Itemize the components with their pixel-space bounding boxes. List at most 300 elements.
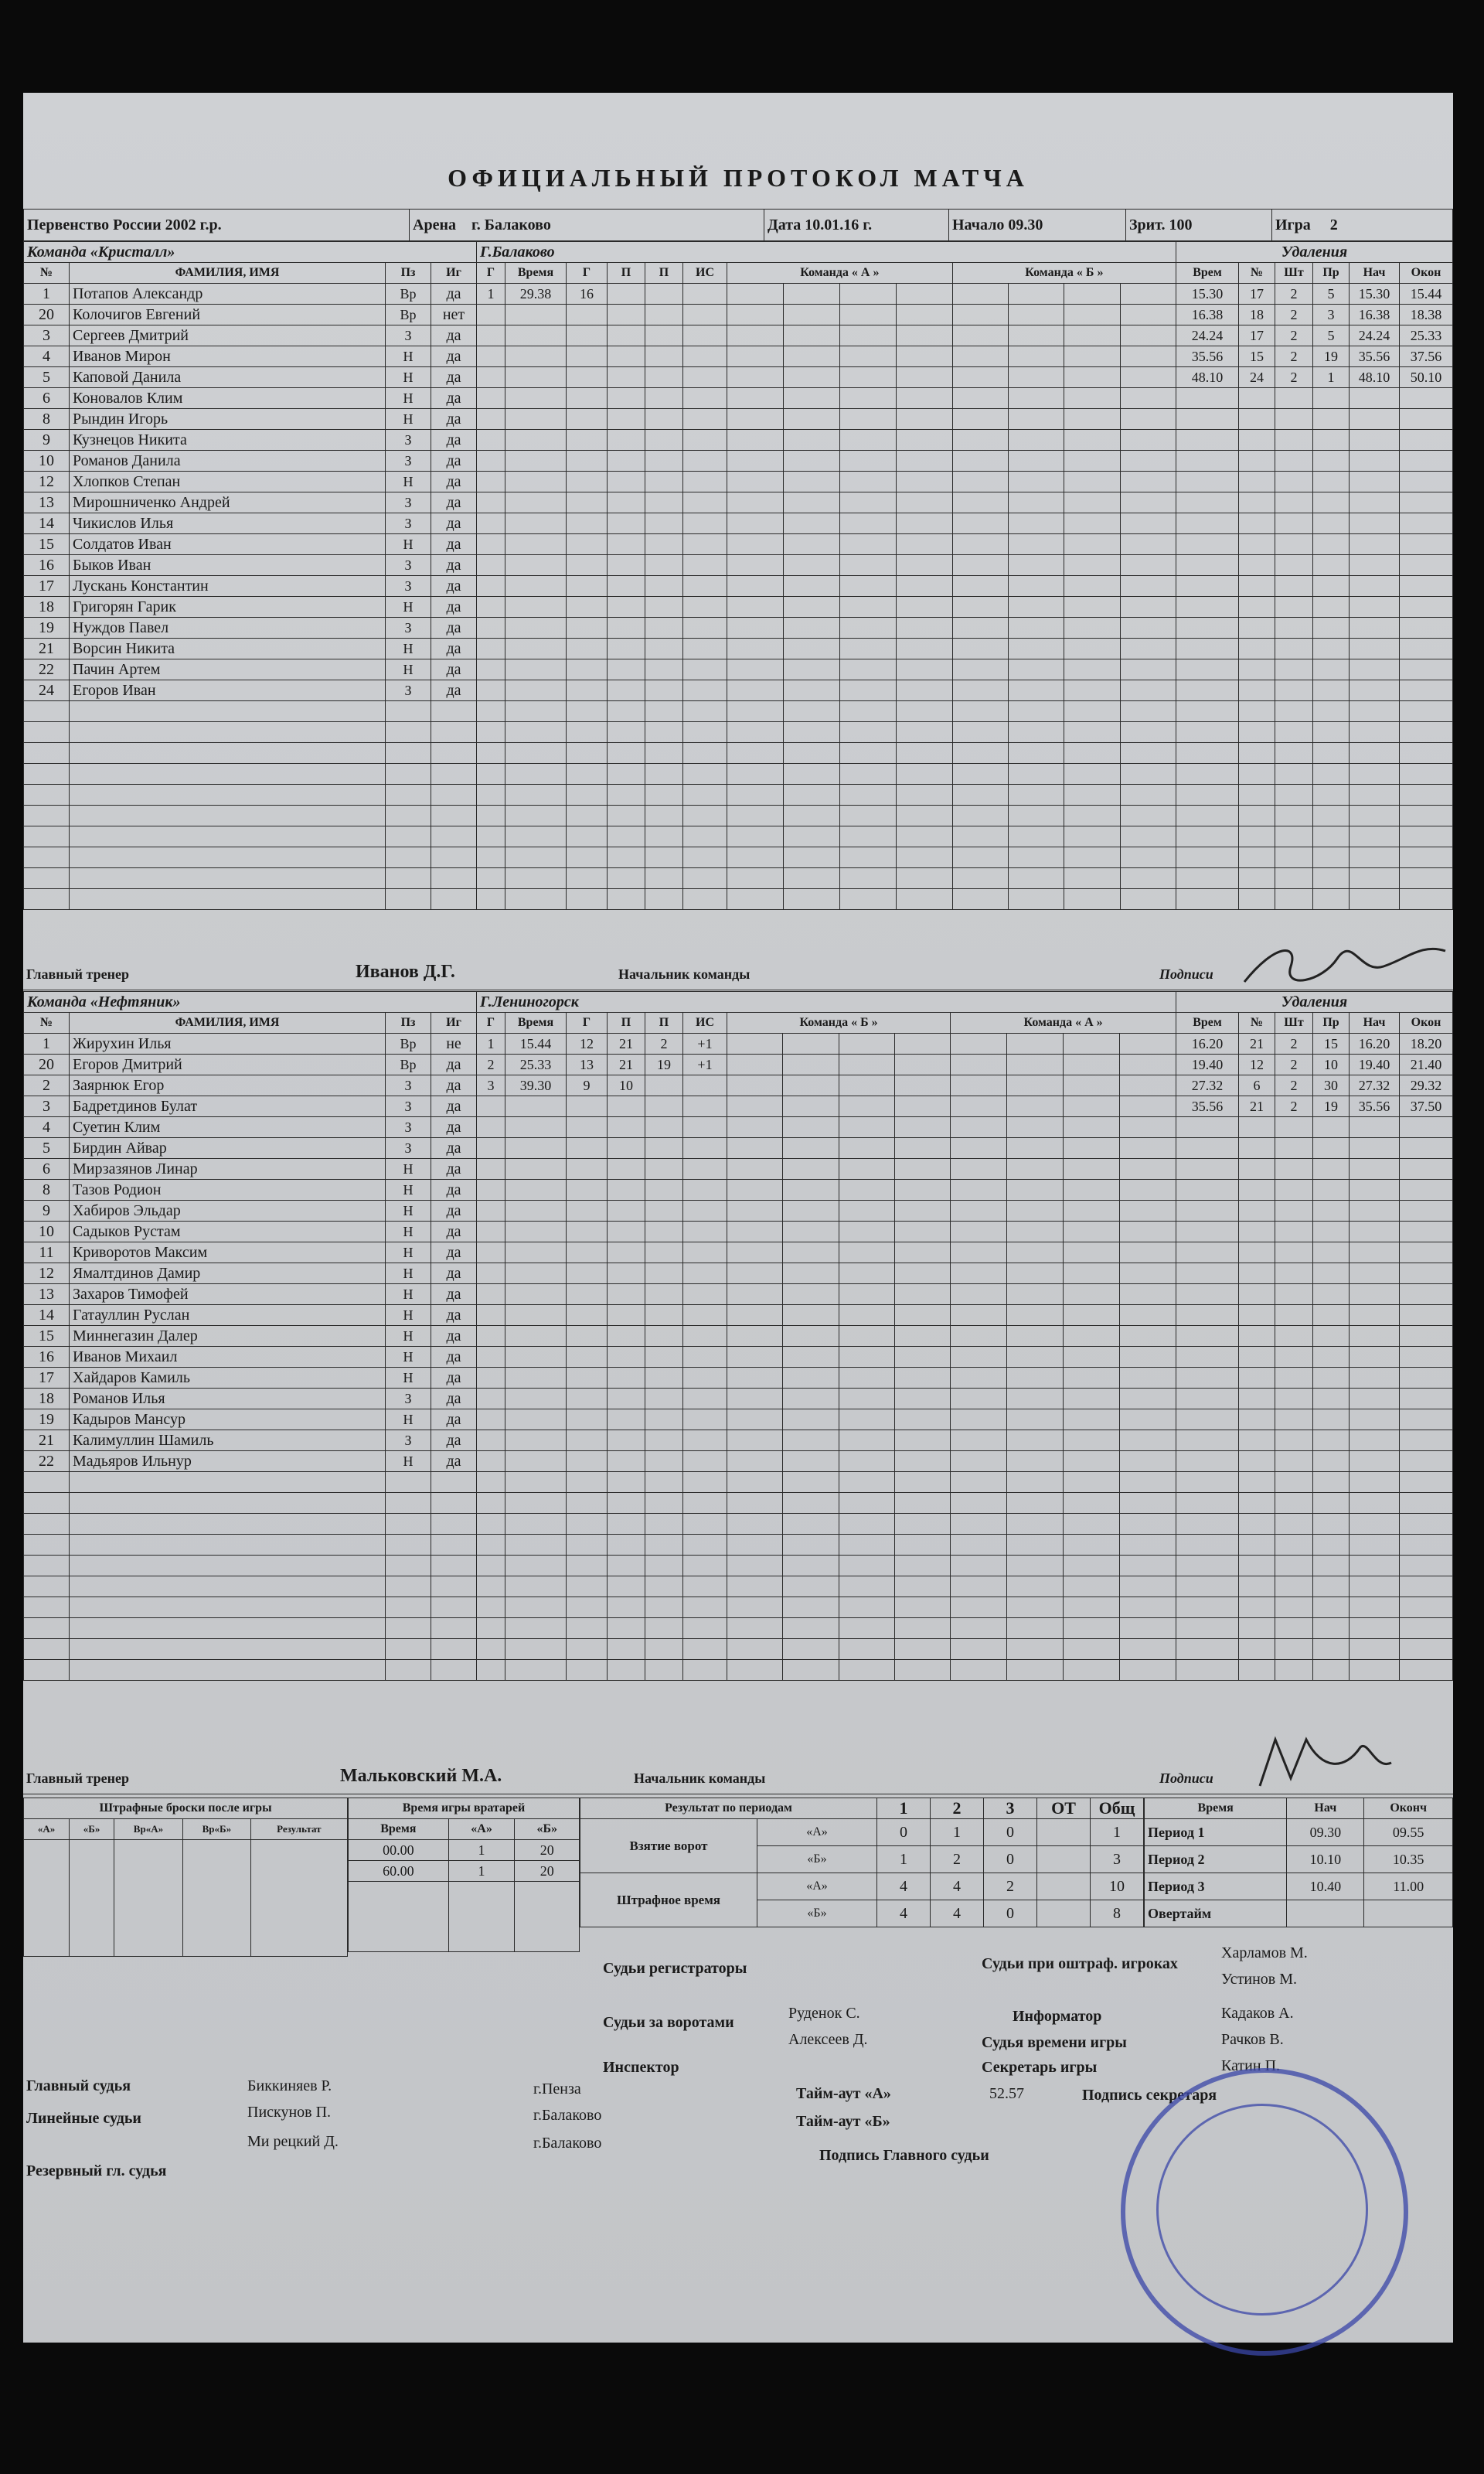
player-name: Каповой Данила (70, 367, 386, 388)
goal-cell (645, 722, 683, 743)
lineup-cell (783, 1409, 839, 1430)
goal-cell (683, 1597, 727, 1618)
penalty-cell: 18.38 (1400, 305, 1453, 325)
goal-cell (505, 430, 567, 451)
goal-cell (683, 618, 727, 639)
penalty-cell (1176, 659, 1239, 680)
player-row (24, 1368, 1453, 1389)
player-position (386, 722, 431, 743)
player-number (24, 701, 70, 722)
player-played: да (431, 1138, 477, 1159)
penalty-cell (1176, 1138, 1239, 1159)
penalty-cell (1176, 1368, 1239, 1389)
lineup-cell (952, 868, 1008, 889)
player-name: Лускань Константин (70, 576, 386, 597)
player-number: 13 (24, 492, 70, 513)
lineup-cell (839, 1472, 894, 1493)
col-is: ИС (683, 1013, 727, 1034)
lineup-cell (1064, 1222, 1120, 1242)
player-played: да (431, 576, 477, 597)
goal-cell (477, 1514, 505, 1535)
player-number (24, 1514, 70, 1535)
penalty-cell (1176, 1326, 1239, 1347)
player-row (24, 1034, 1453, 1055)
lineup-cell (1007, 1201, 1064, 1222)
lineup-cell (951, 1347, 1007, 1368)
arena: г. Балаково (471, 216, 551, 233)
goal-cell (567, 1472, 608, 1493)
team-b-coach-row (23, 1763, 1453, 1794)
lineup-cell (839, 1368, 894, 1389)
col-is: ИС (683, 263, 727, 284)
goal-cell (567, 701, 608, 722)
penalty-cell (1176, 472, 1239, 492)
lineup-cell (1119, 1576, 1176, 1597)
penalty-cell (1239, 1263, 1275, 1284)
col-goal-time: Время (505, 263, 567, 284)
lineup-cell (727, 388, 784, 409)
lineup-cell (952, 659, 1008, 680)
lineup-cell (1064, 1242, 1120, 1263)
player-played (431, 826, 477, 847)
player-played (431, 701, 477, 722)
player-row (24, 1430, 1453, 1451)
lineup-cell (952, 806, 1008, 826)
player-number (24, 1472, 70, 1493)
penalty-cell (1239, 1514, 1275, 1535)
penalty-cell (1313, 639, 1350, 659)
lineup-cell (1007, 1389, 1064, 1409)
goal-cell (477, 1368, 505, 1389)
lineup-cell (1007, 1597, 1064, 1618)
period-col: Общ (1091, 1798, 1144, 1819)
player-position (386, 1556, 431, 1576)
lineup-cell (896, 764, 952, 785)
player-position (386, 701, 431, 722)
player-name (70, 1618, 386, 1639)
penalty-cell (1350, 409, 1400, 430)
lineup-cell (1009, 346, 1064, 367)
result-cell (1037, 1846, 1091, 1873)
lineup-cell (727, 1180, 783, 1201)
lineup-cell (1064, 1284, 1120, 1305)
penalty-cell (1350, 1389, 1400, 1409)
goal-cell (645, 409, 683, 430)
penalty-cell (1350, 1535, 1400, 1556)
col-pen-0: Врем (1176, 1013, 1239, 1034)
lineup-cell (1120, 868, 1176, 889)
lineup-cell (783, 513, 839, 534)
player-played: да (431, 597, 477, 618)
result-cell: 4 (931, 1900, 984, 1927)
penalty-cell (1275, 1472, 1313, 1493)
player-name: Коновалов Клим (70, 388, 386, 409)
main-ref-label: Главный судья (26, 2077, 131, 2094)
player-name (70, 1660, 386, 1681)
lineup-cell (1120, 576, 1176, 597)
goal-cell (683, 1242, 727, 1263)
result-row-label: Штрафное время (580, 1873, 757, 1927)
goal-cell (645, 659, 683, 680)
lineup-cell (783, 492, 839, 513)
goal-cell (567, 367, 608, 388)
goalie-cell: 00.00 (349, 1840, 449, 1861)
shootout-col: «Б» (70, 1819, 114, 1840)
penalty-cell (1275, 388, 1313, 409)
goal-cell (645, 1326, 683, 1347)
lineup-cell (727, 597, 784, 618)
lineup-cell (839, 1138, 894, 1159)
penalty-cell (1275, 1409, 1313, 1430)
goal-cell (505, 1472, 567, 1493)
lineup-cell (894, 1326, 950, 1347)
lineup-cell (951, 1535, 1007, 1556)
lineup-cell (783, 806, 839, 826)
lineup-cell (839, 826, 896, 847)
penalty-cell (1350, 889, 1400, 910)
lineup-cell (894, 1597, 950, 1618)
lineup-cell (1064, 1430, 1120, 1451)
lineup-cell (894, 1409, 950, 1430)
goal-cell (645, 1639, 683, 1660)
lineup-cell (1007, 1493, 1064, 1514)
lineup-cell (894, 1075, 950, 1096)
penalty-cell (1239, 388, 1275, 409)
lineup-cell (1009, 659, 1064, 680)
player-position: Н (386, 409, 431, 430)
player-number: 8 (24, 1180, 70, 1201)
col-team-second: Команда « А » (951, 1013, 1176, 1034)
penalty-cell (1239, 472, 1275, 492)
penalty-cell (1176, 639, 1239, 659)
lineup-cell (1064, 680, 1120, 701)
player-row (24, 1660, 1453, 1681)
goal-cell: 15.44 (505, 1034, 567, 1055)
penalty-cell (1313, 1242, 1350, 1263)
penalty-cell (1350, 451, 1400, 472)
penalty-cell: 1 (1313, 367, 1350, 388)
goal-cell (505, 1493, 567, 1514)
penalty-cell (1275, 1451, 1313, 1472)
lineup-cell (839, 534, 896, 555)
player-name: Григорян Гарик (70, 597, 386, 618)
lineup-cell (896, 597, 952, 618)
penalty-cell (1176, 430, 1239, 451)
penalty-cell (1350, 1263, 1400, 1284)
penalty-cell (1400, 680, 1453, 701)
lineup-cell (727, 451, 784, 472)
lineup-cell (1007, 1263, 1064, 1284)
penalty-cell (1350, 1305, 1400, 1326)
lineup-cell (1119, 1284, 1176, 1305)
goal-cell (683, 1389, 727, 1409)
penalty-cell (1313, 889, 1350, 910)
player-position: Н (386, 1242, 431, 1263)
penalty-cell (1239, 1472, 1275, 1493)
lineup-cell (896, 722, 952, 743)
lineup-cell (727, 743, 784, 764)
player-name (70, 1493, 386, 1514)
lineup-cell (783, 1326, 839, 1347)
goal-cell (505, 472, 567, 492)
goal-cell (608, 659, 645, 680)
player-row (24, 388, 1453, 409)
player-row (24, 1597, 1453, 1618)
penalty-cell (1313, 785, 1350, 806)
lineup-cell (839, 576, 896, 597)
goal-cell (477, 1117, 505, 1138)
lineup-cell (1009, 388, 1064, 409)
lineup-cell (727, 1535, 783, 1556)
player-position: З (386, 576, 431, 597)
lineup-cell (839, 1409, 894, 1430)
goal-cell (567, 430, 608, 451)
goal-cell: 2 (645, 1034, 683, 1055)
goal-cell: 21 (608, 1034, 645, 1055)
penalty-cell: 35.56 (1176, 1096, 1239, 1117)
penalty-cell (1350, 472, 1400, 492)
team-tag: «Б» (757, 1846, 877, 1873)
goal-cell (608, 806, 645, 826)
player-row (24, 555, 1453, 576)
penalty-cell (1176, 618, 1239, 639)
goal-cell (683, 722, 727, 743)
player-position: Вр (386, 1055, 431, 1075)
player-name (70, 1535, 386, 1556)
coach-signature (1229, 935, 1461, 997)
penalty-cell (1350, 1117, 1400, 1138)
goal-cell (477, 1180, 505, 1201)
player-played (431, 1597, 477, 1618)
penalty-cell (1275, 1222, 1313, 1242)
penalty-cell (1239, 534, 1275, 555)
player-position: З (386, 325, 431, 346)
lineup-cell (1120, 305, 1176, 325)
goal-cell (608, 1618, 645, 1639)
goal-cell (477, 618, 505, 639)
player-played: нет (431, 305, 477, 325)
goal-cell (683, 889, 727, 910)
penalty-cell (1400, 743, 1453, 764)
penalty-cell (1400, 1660, 1453, 1681)
penalty-cell (1176, 534, 1239, 555)
official-stamp (1121, 2068, 1408, 2356)
player-row (24, 305, 1453, 325)
lineup-cell (1064, 889, 1120, 910)
col-pos: Пз (386, 263, 431, 284)
penalty-cell: 24.24 (1176, 325, 1239, 346)
penalty-cell (1239, 451, 1275, 472)
lineup-cell (1007, 1409, 1064, 1430)
goal-cell (608, 451, 645, 472)
lineup-cell (1119, 1138, 1176, 1159)
goal-cell (477, 367, 505, 388)
player-row (24, 1055, 1453, 1075)
penalty-cell (1275, 764, 1313, 785)
player-number (24, 826, 70, 847)
shootout-col: «А» (24, 1819, 70, 1840)
goal-cell (477, 555, 505, 576)
goal-cell (683, 346, 727, 367)
goalie-col: «А» (448, 1819, 515, 1840)
penbox-label: Судьи при оштраф. игроках (982, 1955, 1178, 1972)
goal-cell (505, 597, 567, 618)
lineup-cell (783, 284, 839, 305)
penalty-cell (1400, 1389, 1453, 1409)
timeout-a: 52.57 (989, 2085, 1024, 2102)
goal-cell (505, 1284, 567, 1305)
penalty-cell: 37.56 (1400, 346, 1453, 367)
penalty-cell (1239, 430, 1275, 451)
player-row (24, 639, 1453, 659)
lineup-cell (894, 1639, 950, 1660)
goal-cell (645, 1284, 683, 1305)
penalty-cell: 24 (1239, 367, 1275, 388)
goal-cell (505, 1618, 567, 1639)
goal-cell (683, 639, 727, 659)
goal-cell (477, 1535, 505, 1556)
lineup-cell (896, 826, 952, 847)
goal-cell (477, 722, 505, 743)
goal-cell (477, 1263, 505, 1284)
player-name: Захаров Тимофей (70, 1284, 386, 1305)
player-number: 22 (24, 659, 70, 680)
goal-cell (505, 346, 567, 367)
goal-cell (608, 1159, 645, 1180)
penalty-cell (1313, 555, 1350, 576)
player-number (24, 785, 70, 806)
penalty-cell (1350, 1618, 1400, 1639)
lineup-cell (952, 430, 1008, 451)
player-name (70, 806, 386, 826)
lineup-cell (1064, 284, 1120, 305)
lineup-cell (951, 1389, 1007, 1409)
goal-cell (645, 534, 683, 555)
player-position: Вр (386, 284, 431, 305)
lineup-cell (727, 1222, 783, 1242)
lineup-cell (1064, 1618, 1120, 1639)
penalty-cell (1239, 868, 1275, 889)
goal-cell (567, 1451, 608, 1472)
penalty-cell (1275, 1535, 1313, 1556)
goal-cell (477, 1472, 505, 1493)
player-row (24, 868, 1453, 889)
player-number (24, 1576, 70, 1597)
penalty-cell (1176, 1660, 1239, 1681)
penalty-cell (1275, 1576, 1313, 1597)
goal-cell (505, 534, 567, 555)
lineup-cell (727, 305, 784, 325)
result-cell (1037, 1900, 1091, 1927)
player-position: З (386, 430, 431, 451)
penalty-cell (1239, 1368, 1275, 1389)
player-played (431, 1660, 477, 1681)
penalty-cell (1400, 555, 1453, 576)
lineup-cell (951, 1451, 1007, 1472)
penalty-cell (1400, 1159, 1453, 1180)
penalty-cell (1275, 576, 1313, 597)
penalty-cell (1350, 701, 1400, 722)
player-played: да (431, 1180, 477, 1201)
player-name: Ямалтдинов Дамир (70, 1263, 386, 1284)
lineup-cell (1064, 1034, 1120, 1055)
lineup-cell (1064, 1409, 1120, 1430)
goal-cell (645, 743, 683, 764)
player-number: 5 (24, 1138, 70, 1159)
lineup-cell (894, 1138, 950, 1159)
lineup-cell (1119, 1326, 1176, 1347)
lineup-cell (1119, 1493, 1176, 1514)
lineup-cell (783, 1639, 839, 1660)
lineup-cell (1009, 367, 1064, 388)
player-name: Хабиров Эльдар (70, 1201, 386, 1222)
col-pen-4: Нач (1350, 263, 1400, 284)
lineup-cell (896, 284, 952, 305)
penalty-cell (1239, 1451, 1275, 1472)
lineup-cell (951, 1660, 1007, 1681)
goal-cell (683, 764, 727, 785)
penalty-cell (1313, 1347, 1350, 1368)
player-played: да (431, 1159, 477, 1180)
lineup-cell (1007, 1347, 1064, 1368)
penalty-cell (1350, 680, 1400, 701)
lineup-cell (839, 346, 896, 367)
lineup-cell (839, 388, 896, 409)
penalty-cell (1400, 388, 1453, 409)
player-position: Н (386, 1180, 431, 1201)
player-number (24, 1597, 70, 1618)
arena-label: Арена (413, 216, 456, 233)
lineup-cell (783, 1597, 839, 1618)
penalty-cell (1275, 1305, 1313, 1326)
lineup-cell (952, 513, 1008, 534)
penalty-cell (1275, 555, 1313, 576)
player-played (431, 1556, 477, 1576)
player-row (24, 576, 1453, 597)
lineup-cell (1119, 1368, 1176, 1389)
lineup-cell (1119, 1180, 1176, 1201)
penalty-cell (1239, 1222, 1275, 1242)
lineup-cell (839, 785, 896, 806)
lineup-cell (839, 451, 896, 472)
goal-cell (477, 513, 505, 534)
lineup-cell (783, 325, 839, 346)
player-position (386, 868, 431, 889)
penalty-cell (1400, 847, 1453, 868)
penalty-cell (1239, 659, 1275, 680)
lineup-cell (1009, 451, 1064, 472)
goal-cell (505, 1514, 567, 1535)
player-position (386, 743, 431, 764)
penalty-cell (1275, 1639, 1313, 1660)
goal-cell (477, 1618, 505, 1639)
penalty-cell (1313, 1639, 1350, 1660)
penalty-cell (1400, 451, 1453, 472)
penalty-cell: 2 (1275, 1096, 1313, 1117)
penalty-cell (1275, 1493, 1313, 1514)
player-number (24, 1660, 70, 1681)
goal-cell (608, 847, 645, 868)
penalty-cell (1176, 576, 1239, 597)
goal-cell (683, 1430, 727, 1451)
player-name: Егоров Иван (70, 680, 386, 701)
goal-cell (567, 576, 608, 597)
lineup-cell (1007, 1034, 1064, 1055)
period-time-cell: Период 3 (1145, 1873, 1287, 1900)
lineup-cell (1064, 1493, 1120, 1514)
goal-judges-label: Судьи за воротами (603, 2014, 734, 2031)
lineup-cell (1119, 1597, 1176, 1618)
